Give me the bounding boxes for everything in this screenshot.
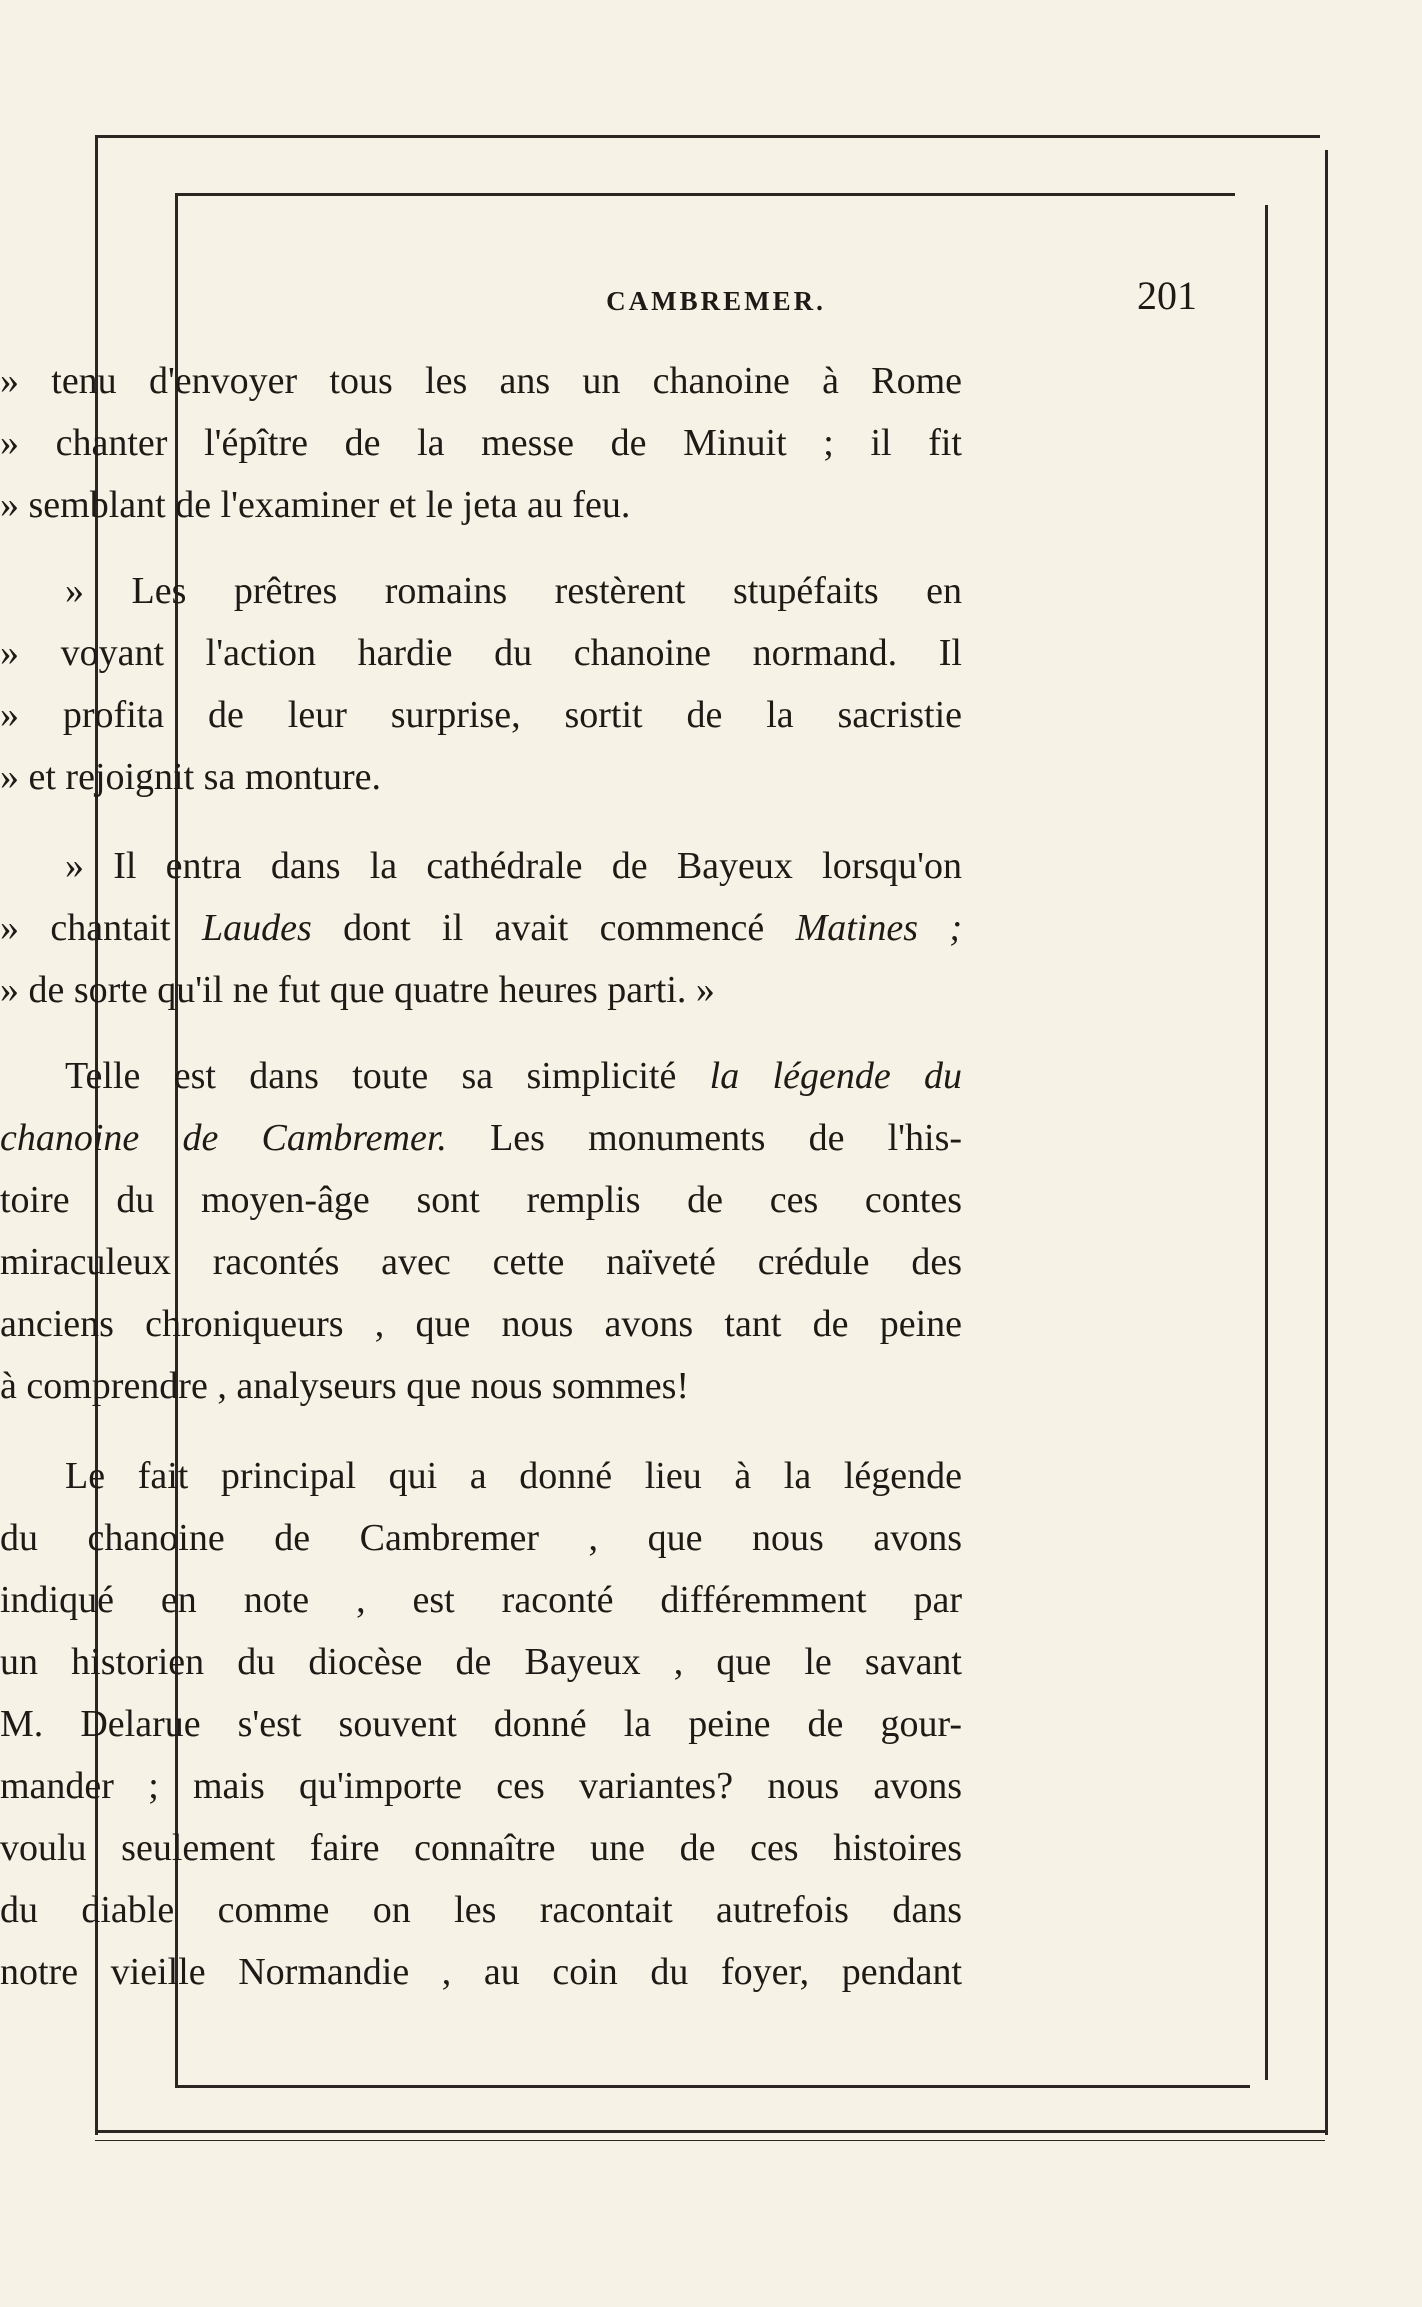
quote-block-3 — [0, 835, 962, 1021]
page-number: 201 — [1137, 273, 1197, 318]
text-line — [0, 897, 962, 959]
text-line: un historien du diocèse de Bayeux , que le savant — [0, 1641, 962, 1683]
text-run: » chantait — [0, 907, 202, 949]
inner-rule-right — [1265, 205, 1268, 2080]
italic-run: la légende du — [709, 1055, 962, 1097]
page-header — [235, 272, 1197, 332]
text-line: mander ; mais qu'importe ces variantes? nous avons — [0, 1765, 962, 1807]
text-run: dont il avait commencé — [311, 907, 796, 949]
italic-title-matines: Matines ; — [795, 907, 962, 949]
paragraph-1 — [0, 1045, 962, 1417]
paragraph-2 — [0, 1445, 962, 2003]
text-line: » et rejoignit sa monture. — [0, 756, 381, 798]
text-line: M. Delarue s'est souvent donné la peine de gour- — [0, 1703, 962, 1745]
quote-block-2 — [0, 560, 962, 808]
italic-title-laudes: Laudes — [201, 907, 312, 949]
quote-block-1 — [0, 350, 962, 536]
text-line: » de sorte qu'il ne fut que quatre heures parti. » — [0, 969, 715, 1011]
text-line: du chanoine de Cambremer , que nous avons — [0, 1517, 962, 1559]
text-line: indiqué en note , est raconté différemment par — [0, 1579, 962, 1621]
text-line: anciens chroniqueurs , que nous avons tant de peine — [0, 1303, 962, 1345]
text-line: Le fait principal qui a donné lieu à la légende — [65, 1455, 962, 1497]
italic-run: chanoine de Cambremer. — [0, 1117, 447, 1159]
running-title: CAMBREMER. — [606, 286, 826, 316]
text-line: voulu seulement faire connaître une de ces histoires — [0, 1827, 962, 1869]
outer-rule-right — [1325, 150, 1328, 2135]
text-run: Telle est dans toute sa simplicité — [65, 1055, 710, 1097]
text-line: » Les prêtres romains restèrent stupéfaits en — [65, 570, 962, 612]
text-line: » chanter l'épître de la messe de Minuit ; il fit — [0, 422, 962, 464]
outer-rule-bottom — [95, 2130, 1325, 2133]
text-line: » profita de leur surprise, sortit de la sacristie — [0, 694, 962, 736]
text-line: du diable comme on les racontait autrefois dans — [0, 1889, 962, 1931]
text-line: » tenu d'envoyer tous les ans un chanoine à Rome — [0, 360, 962, 402]
text-line: » semblant de l'examiner et le jeta au feu. — [0, 484, 631, 526]
text-line: » voyant l'action hardie du chanoine normand. Il — [0, 632, 962, 674]
text-line — [0, 1107, 962, 1169]
text-line: miraculeux racontés avec cette naïveté crédule des — [0, 1241, 962, 1283]
text-line: à comprendre , analyseurs que nous sommes! — [0, 1365, 690, 1407]
text-run: Les monuments de l'his- — [446, 1117, 962, 1159]
text-line: toire du moyen-âge sont remplis de ces contes — [0, 1179, 962, 1221]
text-line: notre vieille Normandie , au coin du foyer, pendant — [0, 1951, 962, 1993]
outer-rule-bottom-thin — [95, 2140, 1325, 2141]
text-line — [0, 1045, 962, 1107]
inner-rule-top — [175, 193, 1235, 196]
text-line: » Il entra dans la cathédrale de Bayeux lorsqu'on — [65, 845, 962, 887]
inner-rule-bottom — [175, 2085, 1250, 2088]
outer-rule-top — [95, 135, 1320, 138]
